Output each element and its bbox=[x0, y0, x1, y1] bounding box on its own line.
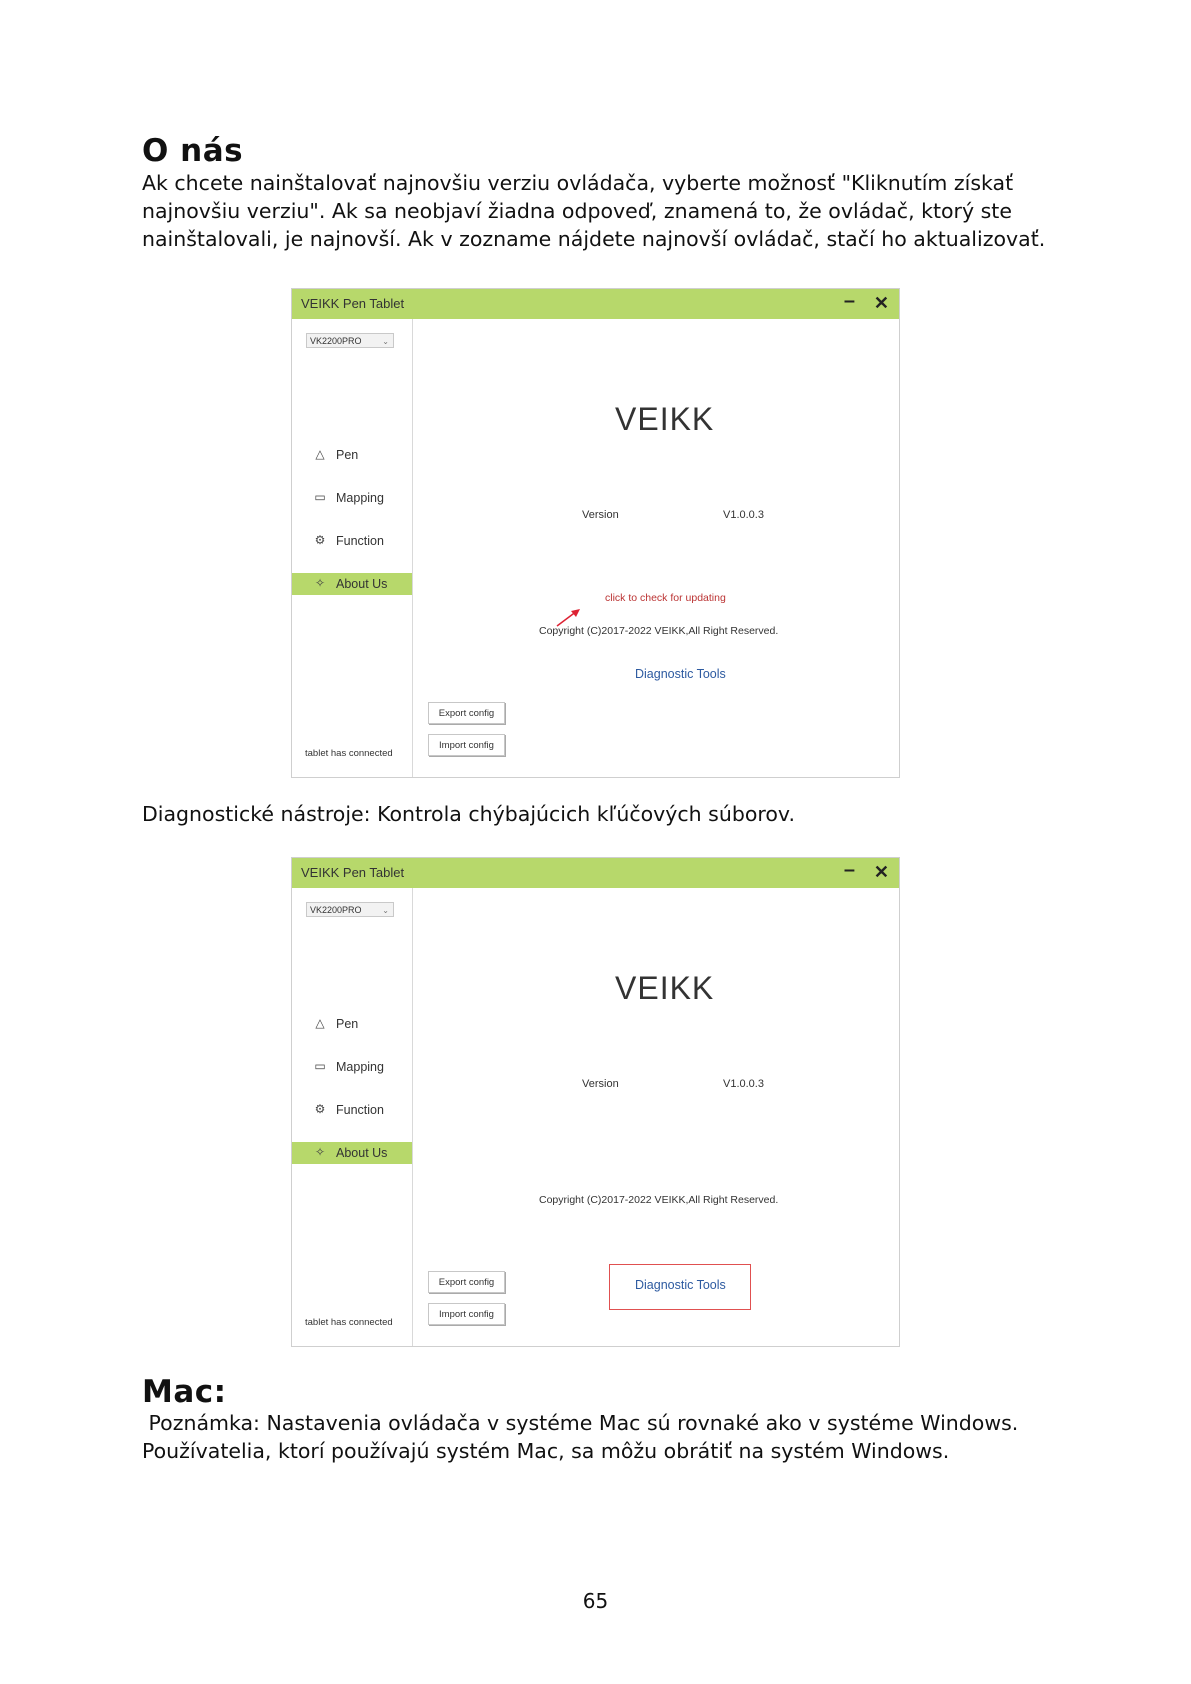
intro-line: Ak chcete nainštalovať najnovšiu verziu ovládača, vyberte možnosť "Kliknutím získať bbox=[142, 171, 1014, 195]
sidebar-item-pen[interactable] bbox=[292, 1013, 412, 1035]
sidebar-item-label: Pen bbox=[336, 448, 359, 462]
bulb-icon: ✧ bbox=[314, 1145, 326, 1159]
sidebar-item-label: About Us bbox=[336, 1146, 388, 1160]
sidebar-item-function[interactable] bbox=[292, 530, 412, 552]
intro-paragraph bbox=[142, 169, 1046, 253]
monitor-icon: ▭ bbox=[314, 490, 326, 504]
sidebar-item-label: About Us bbox=[336, 577, 388, 591]
model-value: VK2200PRO bbox=[310, 336, 362, 346]
close-button[interactable]: ✕ bbox=[873, 293, 889, 313]
window-title: VEIKK Pen Tablet bbox=[301, 296, 405, 311]
intro-line: najnovšiu verziu". Ak sa neobjaví žiadna odpoveď, znamená to, že ovládač, ktorý ste bbox=[142, 199, 1012, 223]
version-label: Version bbox=[582, 509, 619, 521]
sidebar-item-about-us[interactable] bbox=[292, 1142, 412, 1164]
sidebar-item-label: Function bbox=[336, 1103, 384, 1117]
monitor-icon: ▭ bbox=[314, 1059, 326, 1073]
chevron-down-icon: ⌄ bbox=[382, 906, 389, 915]
sidebar-item-pen[interactable] bbox=[292, 444, 412, 466]
sidebar-item-mapping[interactable] bbox=[292, 487, 412, 509]
title-bar bbox=[292, 858, 899, 888]
model-value: VK2200PRO bbox=[310, 905, 362, 915]
title-bar bbox=[292, 289, 899, 319]
import-config-button[interactable]: Import config bbox=[428, 734, 505, 756]
page-number: 65 bbox=[582, 1589, 609, 1613]
sidebar-item-mapping[interactable] bbox=[292, 1056, 412, 1078]
diagnostic-tools-link[interactable]: Diagnostic Tools bbox=[635, 1278, 726, 1292]
section-heading-mac: Mac: bbox=[142, 1374, 227, 1410]
veikk-logo: VEIKK bbox=[615, 401, 715, 437]
sidebar-item-function[interactable] bbox=[292, 1099, 412, 1121]
import-config-button[interactable]: Import config bbox=[428, 1303, 505, 1325]
minimize-button[interactable]: – bbox=[843, 290, 855, 312]
connection-status: tablet has connected bbox=[305, 1317, 393, 1328]
pen-icon: △ bbox=[315, 447, 325, 461]
version-label: Version bbox=[582, 1078, 619, 1090]
window-title: VEIKK Pen Tablet bbox=[301, 865, 405, 880]
sidebar bbox=[292, 319, 413, 777]
sidebar-item-label: Pen bbox=[336, 1017, 359, 1031]
sidebar-item-label: Function bbox=[336, 534, 384, 548]
check-update-link[interactable]: click to check for updating bbox=[605, 592, 726, 604]
sidebar-item-label: Mapping bbox=[336, 1060, 384, 1074]
sidebar bbox=[292, 888, 413, 1346]
export-config-button[interactable]: Export config bbox=[428, 702, 505, 724]
copyright-text: Copyright (C)2017-2022 VEIKK,All Right Reserved. bbox=[539, 625, 779, 637]
chevron-down-icon: ⌄ bbox=[382, 337, 389, 346]
pen-icon: △ bbox=[315, 1016, 325, 1030]
copyright-text: Copyright (C)2017-2022 VEIKK,All Right Reserved. bbox=[539, 1194, 779, 1206]
app-screenshot-diagnostic bbox=[291, 857, 900, 1347]
app-screenshot-about bbox=[291, 288, 900, 778]
mac-line: Poznámka: Nastavenia ovládača v systéme Mac sú rovnaké ako v systéme Windows. bbox=[142, 1411, 1019, 1435]
gear-icon: ⚙ bbox=[314, 533, 326, 547]
bulb-icon: ✧ bbox=[314, 576, 326, 590]
veikk-logo: VEIKK bbox=[615, 970, 715, 1006]
model-select[interactable] bbox=[306, 902, 394, 917]
about-panel bbox=[413, 319, 899, 777]
model-select[interactable] bbox=[306, 333, 394, 348]
intro-line: nainštalovali, je najnovší. Ak v zozname nájdete najnovší ovládač, stačí ho aktualizovať. bbox=[142, 227, 1046, 251]
connection-status: tablet has connected bbox=[305, 748, 393, 759]
diagnostic-caption bbox=[142, 800, 1042, 828]
version-value: V1.0.0.3 bbox=[723, 509, 764, 521]
diagnostic-tools-link[interactable]: Diagnostic Tools bbox=[635, 667, 726, 681]
gear-icon: ⚙ bbox=[314, 1102, 326, 1116]
sidebar-item-about-us[interactable] bbox=[292, 573, 412, 595]
caption-line: Diagnostické nástroje: Kontrola chýbajúcich kľúčových súborov. bbox=[142, 802, 795, 826]
mac-line: Používatelia, ktorí používajú systém Mac, sa môžu obrátiť na systém Windows. bbox=[142, 1439, 950, 1463]
mac-paragraph bbox=[142, 1409, 1042, 1465]
about-panel bbox=[413, 888, 899, 1346]
minimize-button[interactable]: – bbox=[843, 859, 855, 881]
version-value: V1.0.0.3 bbox=[723, 1078, 764, 1090]
export-config-button[interactable]: Export config bbox=[428, 1271, 505, 1293]
section-heading-about: O nás bbox=[142, 133, 244, 169]
close-button[interactable]: ✕ bbox=[873, 862, 889, 882]
sidebar-item-label: Mapping bbox=[336, 491, 384, 505]
